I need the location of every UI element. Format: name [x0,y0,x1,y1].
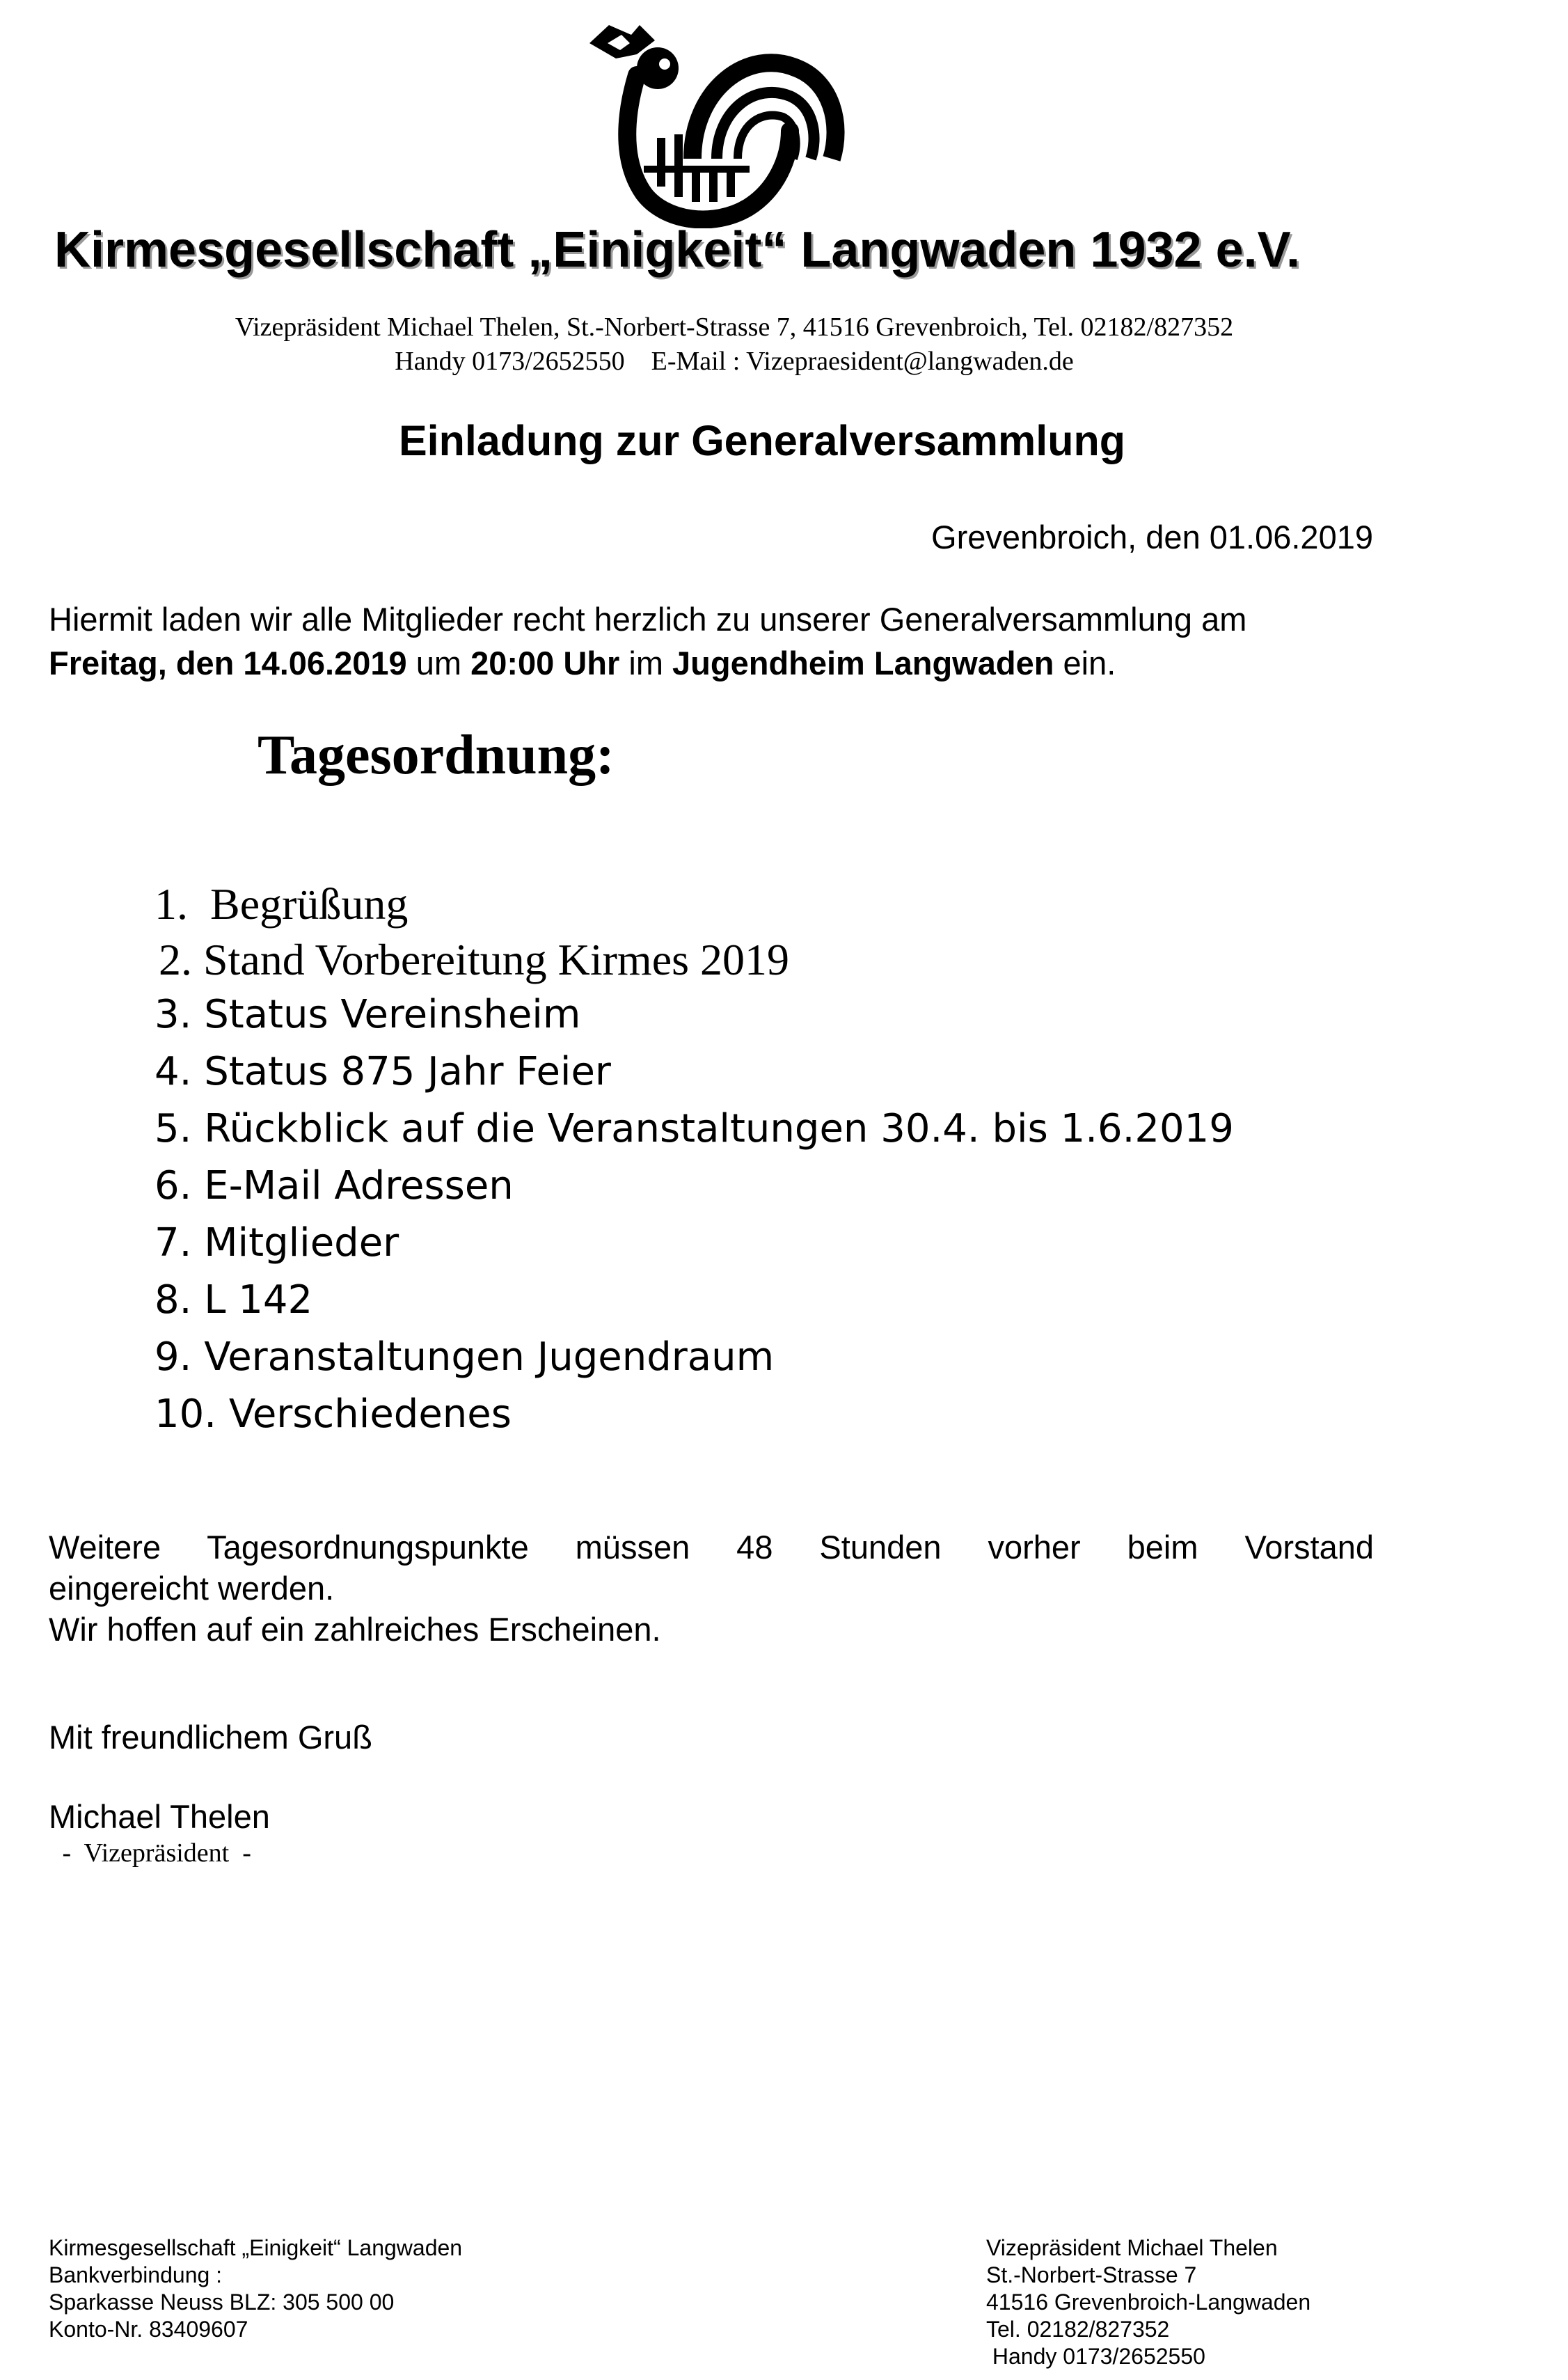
organization-title: Kirmesgesellschaft „Einigkeit“ Langwaden 1932 e.V. [54,222,1301,278]
agenda-item: 5. Rückblick auf die Veranstaltungen 30.4. bis 1.6.2019 [155,1106,1234,1151]
footer-right-line: Vizepräsident Michael Thelen [986,2235,1278,2260]
footer-left-line: Konto-Nr. 83409607 [49,2317,248,2342]
footer-left-line: Sparkasse Neuss BLZ: 305 500 00 [49,2290,395,2315]
footer-left-line: Bankverbindung : [49,2262,223,2287]
agenda-item: 1. Begrüßung [155,879,409,929]
letter-heading: Einladung zur Generalversammlung [398,417,1126,464]
rooster-logo [588,19,846,228]
note-line-2: eingereicht werden. [49,1570,335,1607]
intro-line-2 [49,644,1371,682]
meeting-date: Freitag, den 14.06.2019 [49,645,407,681]
note-line-1 [49,1528,1374,1566]
signer-role: - Vizepräsident - [56,1838,251,1868]
footer-right-line: 41516 Grevenbroich-Langwaden [986,2290,1311,2315]
footer-right-line: St.-Norbert-Strasse 7 [986,2262,1197,2287]
agenda-item: 4. Status 875 Jahr Feier [155,1049,611,1094]
meeting-time: 20:00 Uhr [470,645,620,681]
agenda-item: 6. E-Mail Adressen [155,1163,514,1208]
contact-line-address: Vizepräsident Michael Thelen, St.-Norbert-Strasse 7, 41516 Grevenbroich, Tel. 02182/827352 [235,313,1234,342]
note-text-1: Weitere Tagesordnungspunkte müssen 48 Stunden vorher beim Vorstand [49,1529,1374,1566]
place-date: Grevenbroich, den 01.06.2019 [931,519,1373,555]
footer-left-line: Kirmesgesellschaft „Einigkeit“ Langwaden [49,2235,463,2260]
intro-um: um [406,645,471,681]
footer-right-line: Handy 0173/2652550 [986,2344,1205,2369]
footer-bank-details [49,2235,462,2343]
contact-line-phone-email: Handy 0173/2652550 E-Mail : Vizepraesident@langwaden.de [395,347,1074,376]
agenda-item: 10. Verschiedenes [155,1392,512,1437]
footer-right-line: Tel. 02182/827352 [986,2317,1170,2342]
meeting-venue: Jugendheim Langwaden [672,645,1054,681]
footer-contact-details [986,2235,1310,2370]
signer-name: Michael Thelen [49,1798,270,1835]
intro-line-1: Hiermit laden wir alle Mitglieder recht herzlich zu unserer Generalversammlung am [49,601,1247,638]
agenda-item: 2. Stand Vorbereitung Kirmes 2019 [159,935,789,984]
intro-end: ein. [1054,645,1116,681]
agenda-item: 3. Status Vereinsheim [155,992,581,1037]
agenda-item: 8. L 142 [155,1277,313,1323]
note-line-3: Wir hoffen auf ein zahlreiches Erscheinen. [49,1611,661,1648]
greeting: Mit freundlichem Gruß [49,1719,372,1756]
agenda-item: 7. Mitglieder [155,1220,399,1266]
agenda-item: 9. Veranstaltungen Jugendraum [155,1334,775,1380]
intro-im: im [619,645,673,681]
agenda-title: Tagesordnung: [258,725,615,786]
